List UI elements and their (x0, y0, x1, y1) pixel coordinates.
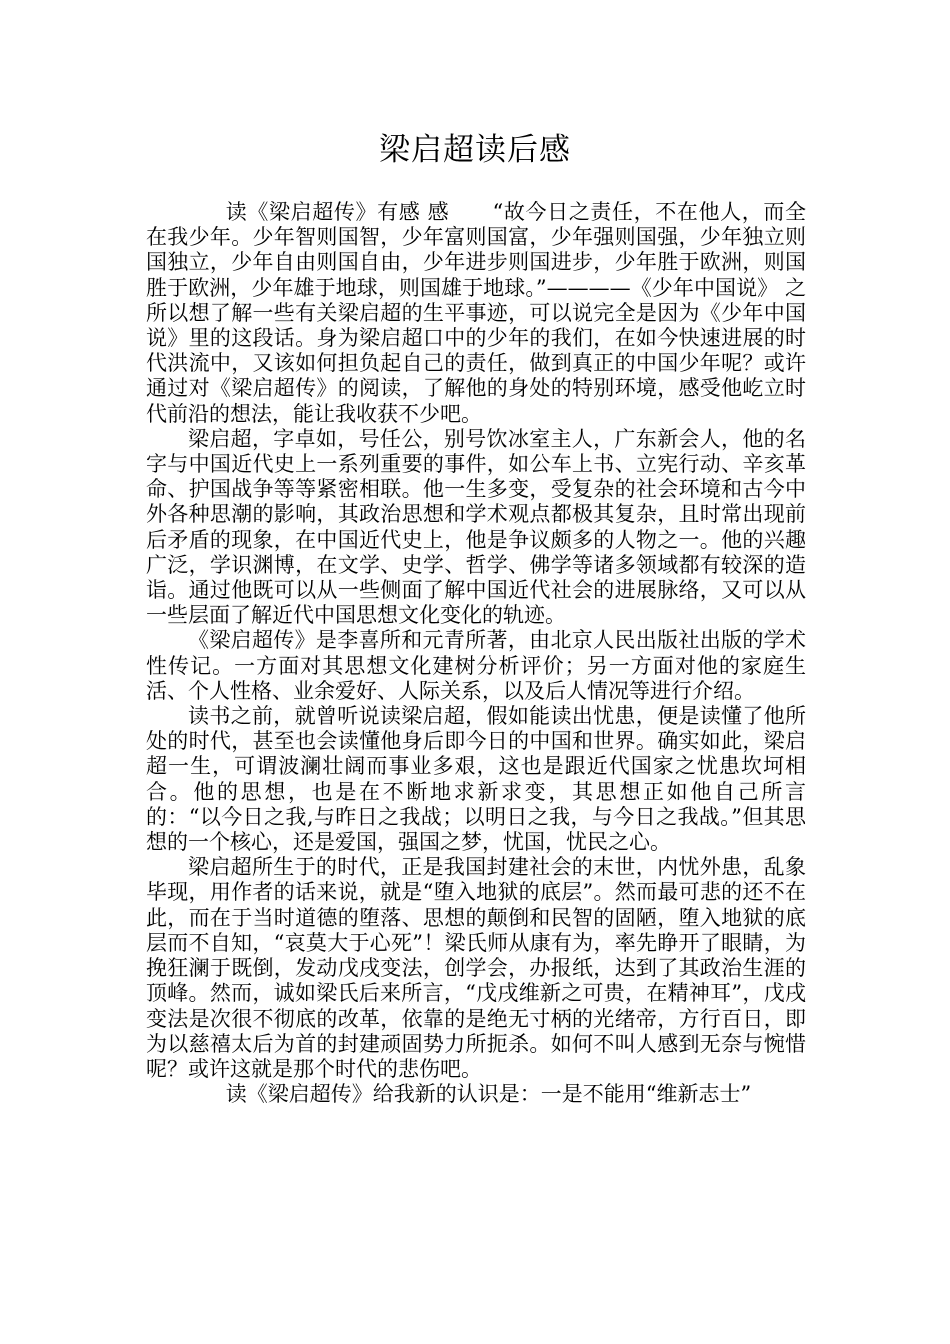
document-title: 梁启超读后感 (379, 132, 571, 168)
paragraph: 读《梁启超传》有感 感 “故今日之责任，不在他人，而全在我少年。少年智则国智，少年富则国富，少年强则国强，少年独立则国独立，少年自由则国自由，少年进步则国进步，少年胜于欧洲，则国胜于欧洲，少年雄于地球，则国雄于地球。”————《少年中国说》 之所以想了解一些有关梁启超的生平事迹，可以说完全是因为《少年中国说》里的这段话。身为梁启超口中的少年的我们，在如今快速进展的时代洪流中，又该如何担负起自己的责任，做到真正的中国少年呢？或许通过对《梁启超传》的阅读，了解他的身处的特别环境，感受他屹立时代前沿的想法，能让我收获不少吧。 (146, 200, 806, 426)
paragraph: 读《梁启超传》给我新的认识是：一是不能用“维新志士” (225, 1082, 752, 1107)
document-body (146, 200, 806, 1107)
paragraph: 读书之前，就曾听说读梁启超，假如能读出忧患，便是读懂了他所处的时代，甚至也会读懂他身后即今日的中国和世界。确实如此，梁启超一生，可谓波澜壮阔而事业多艰，这也是跟近代国家之忧患坎坷相合。他的思想，也是在不断地求新求变，其思想正如他自己所言的：“以今日之我,与昨日之我战；以明日之我，与今日之我战。”但其思想的一个核心，还是爱国，强国之梦，忧国，忧民之心。 (146, 704, 806, 855)
paragraph: 梁启超，字卓如，号任公，别号饮冰室主人，广东新会人，他的名字与中国近代史上一系列重要的事件，如公车上书、立宪行动、辛亥革命、护国战争等等紧密相联。他一生多变，受复杂的社会环境和古今中外各种思潮的影响，其政治思想和学术观点都极其复杂，且时常出现前后矛盾的现象，在中国近代史上，他是争议颇多的人物之一。他的兴趣广泛，学识渊博，在文学、史学、哲学、佛学等诸多领域都有较深的造诣。通过他既可以从一些侧面了解中国近代社会的进展脉络，又可以从一些层面了解近代中国思想文化变化的轨迹。 (146, 426, 806, 628)
paragraph: 《梁启超传》是李喜所和元青所著，由北京人民出版社出版的学术性传记。一方面对其思想文化建树分析评价；另一方面对他的家庭生活、个人性格、业余爱好、人际关系，以及后人情况等进行介绍。 (146, 628, 806, 703)
paragraph: 梁启超所生于的时代，正是我国封建社会的末世，内忧外患，乱象毕现，用作者的话来说，就是“堕入地狱的底层”。然而最可悲的还不在此，而在于当时道德的堕落、思想的颠倒和民智的固陋，堕入地狱的底层而不自知，“哀莫大于心死”！梁氏师从康有为，率先睁开了眼睛，为挽狂澜于既倒，发动戊戌变法，创学会，办报纸，达到了其政治生涯的顶峰。然而，诚如梁氏后来所言，“戊戌维新之可贵，在精神耳”，戊戌变法是次很不彻底的改革，依靠的是绝无寸柄的光绪帝，方行百日，即为以慈禧太后为首的封建顽固势力所扼杀。如何不叫人感到无奈与惋惜呢？或许这就是那个时代的悲伤吧。 (146, 855, 806, 1081)
